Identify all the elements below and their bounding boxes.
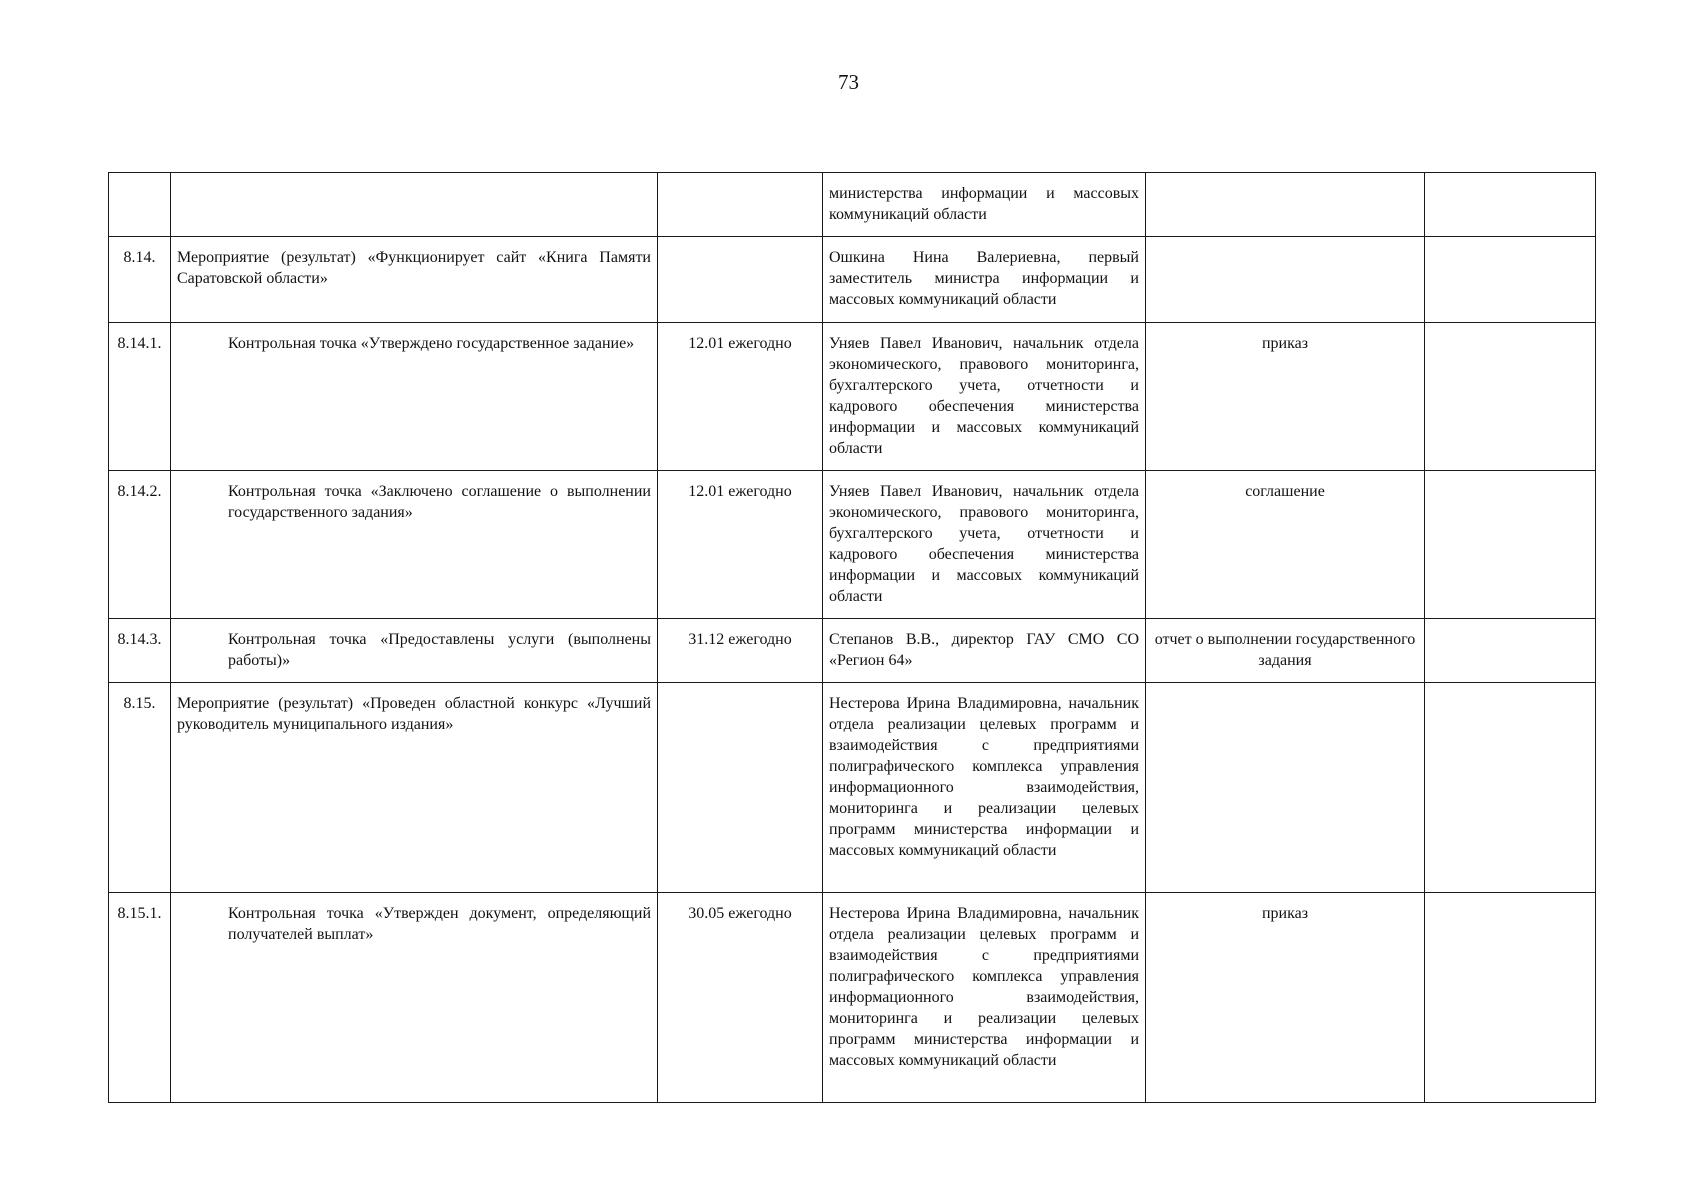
item-name: Контрольная точка «Предоставлены услуги (выполнены работы)» (171, 619, 658, 683)
deadline: 31.12 ежегодно (658, 619, 823, 683)
row-number: 8.14.2. (109, 471, 171, 619)
deadline: 12.01 ежегодно (658, 323, 823, 471)
document-type (1146, 237, 1425, 323)
table-row (109, 323, 1596, 471)
document-type: приказ (1146, 323, 1425, 471)
row-number: 8.14.3. (109, 619, 171, 683)
note (1425, 471, 1596, 619)
responsible: Нестерова Ирина Владимировна, начальник отдела реализации целевых программ и взаимодействия с предприятиями полиграфического комплекса управления информационного взаимодействия, мониторинга и реализации целевых программ министерства информации и массовых коммуникаций области (823, 893, 1146, 1103)
note (1425, 173, 1596, 237)
note (1425, 683, 1596, 893)
deadline (658, 683, 823, 893)
deadline: 30.05 ежегодно (658, 893, 823, 1103)
document-type (1146, 173, 1425, 237)
table-row (109, 683, 1596, 893)
document-type (1146, 683, 1425, 893)
note (1425, 619, 1596, 683)
table-row (109, 893, 1596, 1103)
row-number: 8.14.1. (109, 323, 171, 471)
document-type: приказ (1146, 893, 1425, 1103)
table-row (109, 619, 1596, 683)
item-name: Мероприятие (результат) «Проведен областной конкурс «Лучший руководитель муниципального издания» (171, 683, 658, 893)
responsible: министерства информации и массовых коммуникаций области (823, 173, 1146, 237)
note (1425, 323, 1596, 471)
responsible: Нестерова Ирина Владимировна, начальник отдела реализации целевых программ и взаимодействия с предприятиями полиграфического комплекса управления информационного взаимодействия, мониторинга и реализации целевых программ министерства информации и массовых коммуникаций области (823, 683, 1146, 893)
document-type: отчет о выполнении государственного задания (1146, 619, 1425, 683)
note (1425, 237, 1596, 323)
item-name: Мероприятие (результат) «Функционирует сайт «Книга Памяти Саратовской области» (171, 237, 658, 323)
responsible: Степанов В.В., директор ГАУ СМО СО «Регион 64» (823, 619, 1146, 683)
item-name (171, 173, 658, 237)
responsible: Ошкина Нина Валериевна, первый заместитель министра информации и массовых коммуникаций области (823, 237, 1146, 323)
row-number: 8.15.1. (109, 893, 171, 1103)
responsible: Уняев Павел Иванович, начальник отдела экономического, правового мониторинга, бухгалтерского учета, отчетности и кадрового обеспечения министерства информации и массовых коммуникаций области (823, 323, 1146, 471)
table-row (109, 471, 1596, 619)
note (1425, 893, 1596, 1103)
document-type: соглашение (1146, 471, 1425, 619)
plan-table (108, 172, 1596, 1103)
deadline (658, 237, 823, 323)
deadline: 12.01 ежегодно (658, 471, 823, 619)
row-number (109, 173, 171, 237)
table-row (109, 173, 1596, 237)
table-row (109, 237, 1596, 323)
responsible: Уняев Павел Иванович, начальник отдела экономического, правового мониторинга, бухгалтерского учета, отчетности и кадрового обеспечения министерства информации и массовых коммуникаций области (823, 471, 1146, 619)
item-name: Контрольная точка «Заключено соглашение о выполнении государственного задания» (171, 471, 658, 619)
row-number: 8.15. (109, 683, 171, 893)
item-name: Контрольная точка «Утверждено государственное задание» (171, 323, 658, 471)
page-number: 73 (838, 70, 859, 94)
deadline (658, 173, 823, 237)
row-number: 8.14. (109, 237, 171, 323)
item-name: Контрольная точка «Утвержден документ, определяющий получателей выплат» (171, 893, 658, 1103)
